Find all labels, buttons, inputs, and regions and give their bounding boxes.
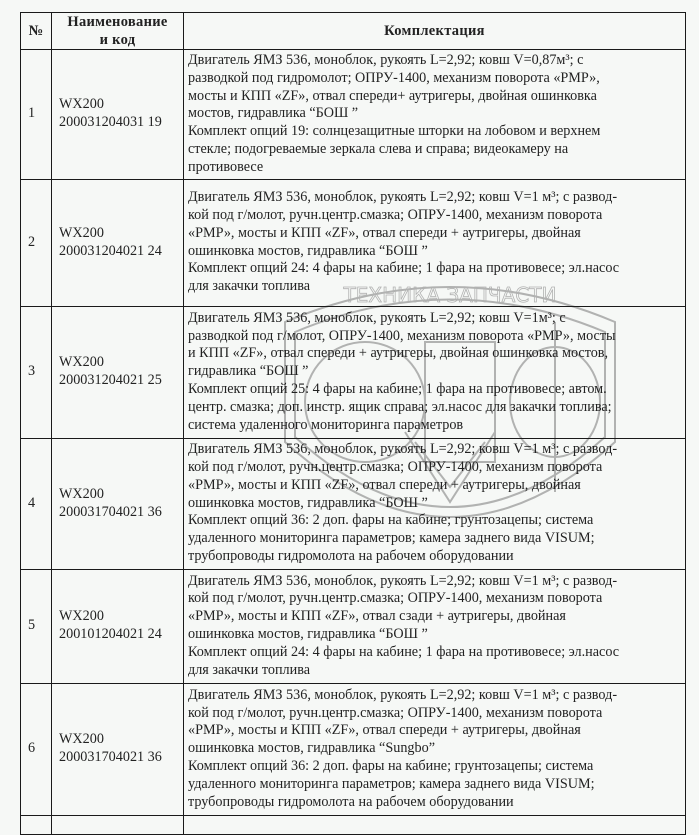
configuration-line: трубопроводы гидромолота на рабочем оборудовании	[188, 793, 514, 810]
model-code: 200101204021 24	[59, 626, 162, 643]
configuration-line: «РМР», мосты и КПП «ZF», отвал сзади + аутригеры, двойная	[188, 608, 566, 625]
model-name: WX200	[59, 608, 104, 625]
configuration-line: разводкой под г/молот, ОПРУ-1400, механизм поворота «РМР», мосты	[188, 327, 616, 344]
row-configuration	[184, 50, 686, 180]
row-number: 1	[21, 50, 52, 180]
table-row	[21, 569, 686, 683]
row-configuration	[184, 683, 686, 815]
configuration-line: Комплект опций 24: 4 фары на кабине; 1 фара на противовесе; эл.насос	[188, 643, 620, 660]
row-name-code	[52, 50, 184, 180]
model-name: WX200	[59, 731, 104, 748]
configuration-line: трубопроводы гидромолота на рабочем оборудовании	[188, 548, 514, 565]
configuration-line: Двигатель ЯМЗ 536, моноблок, рукоять L=2,92; ковш V=1 м³; с развод-	[188, 189, 618, 206]
table-row	[21, 683, 686, 815]
row-number: 2	[21, 179, 52, 306]
model-code: 200031204021 24	[59, 242, 162, 259]
header-number: №	[21, 13, 52, 50]
configuration-line: мосты и КПП «ZF», отвал спереди+ аутригеры, двойная ошинковка	[188, 87, 597, 104]
table-header-row	[21, 13, 686, 50]
configuration-line: ошинковка мостов, гидравлика “БОШ ”	[188, 626, 428, 643]
model-name: WX200	[59, 485, 104, 502]
configuration-line: кой под г/молот, ручн.центр.смазка; ОПРУ-1400, механизм поворота	[188, 206, 603, 223]
configuration-line: система удаленного мониторинга параметров	[188, 416, 464, 433]
row-name-code	[52, 438, 184, 569]
row-number: 3	[21, 306, 52, 438]
configuration-line: Комплект опций 36: 2 доп. фары на кабине; грунтозацепы; система	[188, 512, 594, 529]
configuration-line: Двигатель ЯМЗ 536, моноблок, рукоять L=2,92; ковш V=1 м³; с развод-	[188, 686, 618, 703]
table-row	[21, 438, 686, 569]
configuration-line: ошинковка мостов, гидравлика “Sungbo”	[188, 740, 435, 757]
configuration-line: ошинковка мостов, гидравлика “БОШ ”	[188, 242, 428, 259]
configuration-line: Двигатель ЯМЗ 536, моноблок, рукоять L=2,92; ковш V=1 м³; с развод-	[188, 441, 618, 458]
configuration-line: Комплект опций 36: 2 доп. фары на кабине; грунтозацепы; система	[188, 757, 594, 774]
row-name-code	[52, 683, 184, 815]
row-name-code	[52, 179, 184, 306]
configuration-line: «РМР», мосты и КПП «ZF», отвал спереди + аутригеры, двойная	[188, 722, 581, 739]
configuration-line: «РМР», мосты и КПП «ZF», отвал спереди + аутригеры, двойная	[188, 476, 581, 493]
configuration-line: гидравлика “БОШ ”	[188, 363, 309, 380]
configuration-line: Комплект опций 25: 4 фары на кабине; 1 фара на противовесе; автом.	[188, 380, 607, 397]
configuration-line: кой под г/молот, ручн.центр.смазка; ОПРУ-1400, механизм поворота	[188, 459, 603, 476]
watermark-text: ТЕХНИКА ЗАПЧАСТИ	[343, 283, 557, 307]
configuration-line: стекле; подогреваемые зеркала слева и справа; видеокамеру на	[188, 140, 569, 157]
model-code: 200031204031 19	[59, 114, 162, 131]
equipment-table	[20, 12, 686, 835]
model-name: WX200	[59, 354, 104, 371]
table-row	[21, 179, 686, 306]
table-row	[21, 50, 686, 180]
row-name-code	[52, 306, 184, 438]
configuration-line: ошинковка мостов, гидравлика “БОШ ”	[188, 494, 428, 511]
configuration-line: Двигатель ЯМЗ 536, моноблок, рукоять L=2,92; ковш V=1 м³; с развод-	[188, 572, 618, 589]
row-configuration	[184, 438, 686, 569]
model-code: 200031704021 36	[59, 749, 162, 766]
model-name: WX200	[59, 224, 104, 241]
configuration-line: для закачки топлива	[188, 278, 311, 295]
configuration-line: Двигатель ЯМЗ 536, моноблок, рукоять L=2,92; ковш V=0,87м³; с	[188, 52, 584, 68]
configuration-line: «РМР», мосты и КПП «ZF», отвал спереди + аутригеры, двойная	[188, 224, 581, 241]
configuration-line: удаленного мониторинга параметров; камера заднего вида VISUM;	[188, 775, 595, 792]
configuration-line: кой под г/молот, ручн.центр.смазка; ОПРУ-1400, механизм поворота	[188, 704, 603, 721]
header-name-code	[52, 13, 184, 50]
table-row	[21, 306, 686, 438]
row-configuration	[184, 569, 686, 683]
configuration-line: разводкой под гидромолот; ОПРУ-1400, механизм поворота «РМР»,	[188, 69, 600, 86]
row-name-code	[52, 569, 184, 683]
header-name-line1: Наименование	[67, 14, 168, 30]
row-number: 4	[21, 438, 52, 569]
configuration-line: Комплект опций 19: солнцезащитные шторки на лобовом и верхнем	[188, 123, 601, 140]
configuration-line: Комплект опций 24: 4 фары на кабине; 1 фара на противовесе; эл.насос	[188, 260, 620, 277]
model-code: 200031704021 36	[59, 503, 162, 520]
model-code: 200031204021 25	[59, 372, 162, 389]
configuration-line: и КПП «ZF», отвал спереди + аутригеры, двойная ошинковка мостов,	[188, 345, 609, 362]
header-configuration: Комплектация	[184, 13, 686, 50]
configuration-line: удаленного мониторинга параметров; камера заднего вида VISUM;	[188, 530, 595, 547]
configuration-line: для закачки топлива	[188, 661, 311, 678]
model-name: WX200	[59, 96, 104, 113]
row-number: 6	[21, 683, 52, 815]
configuration-line: мостов, гидравлика “БОШ ”	[188, 105, 359, 122]
configuration-line: кой под г/молот, ручн.центр.смазка; ОПРУ-1400, механизм поворота	[188, 590, 603, 607]
row-configuration	[184, 306, 686, 438]
configuration-line: противовесе	[188, 158, 264, 175]
header-name-line2: и код	[99, 32, 136, 48]
row-number: 5	[21, 569, 52, 683]
configuration-line: центр. смазка; доп. инстр. ящик справа; эл.насос для закачки топлива;	[188, 398, 612, 415]
row-configuration	[184, 179, 686, 306]
configuration-line: Двигатель ЯМЗ 536, моноблок, рукоять L=2,92; ковш V=1м³; с	[188, 309, 566, 326]
